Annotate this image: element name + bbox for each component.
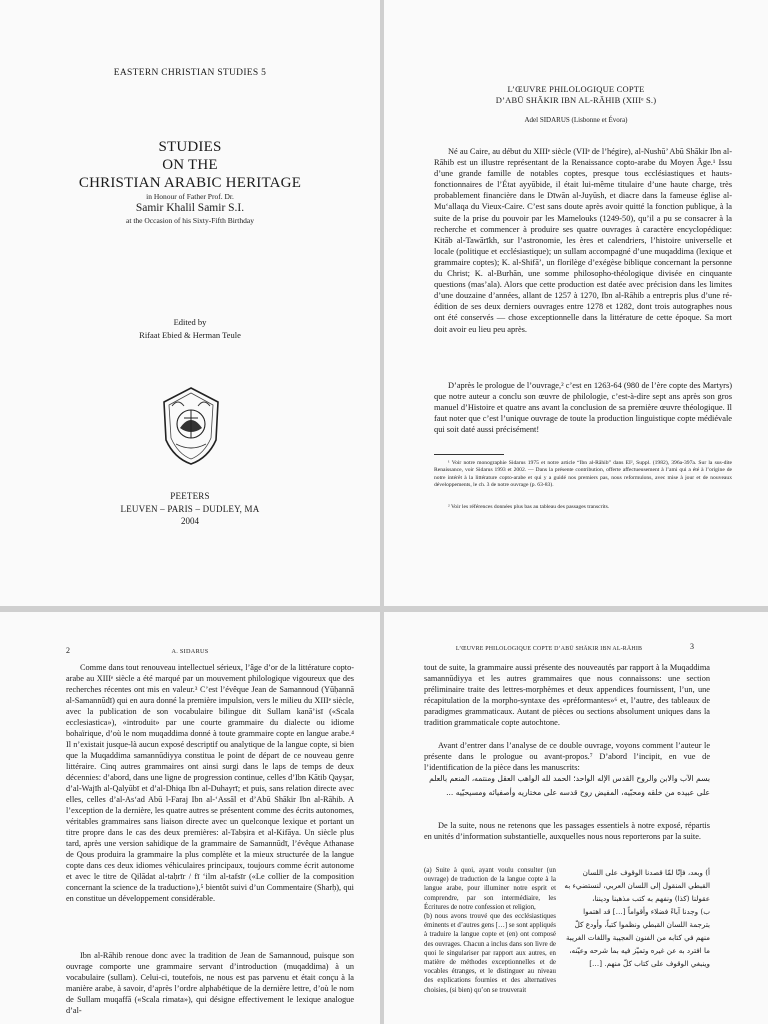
publisher-emblem-icon (158, 384, 224, 468)
occasion-line: at the Occasion of his Sixty-Fifth Birthday (126, 216, 254, 225)
page-number: 2 (66, 646, 70, 655)
arabic-incipit: بسم الآب والابن والروح القدس الإله الواحد؛ الحمد لله الواهب العقل ومنتمه، المنعم بالعلم على عبيده من خلقه ومحبّيه، المفيض روح قدسه على مختاريه وأصفيائه ومسيحيّيه ... (429, 774, 710, 797)
footnote-1: ¹ Voir notre monographie Sidarus 1975 et notre article “Ibn al-Rāhib” dans EI², Suppl. (1982), 396a-397a. Sur la sus-dite Renaissance, voir Sidarus 1993 et 2002. — Dans la présente contribution, offerte affectueusement à l’ami qui a été à l’origine de notre intérêt à la littérature copto-arabe et qui y a guidé nos premiers pas, nous reformulons, avec mise à jour et de nouveaux développements, le ch. 3 de notre ouvrage (p. 63-83). (434, 460, 732, 488)
article-first-page (384, 0, 768, 606)
honour-line: in Honour of Father Prof. Dr. (146, 192, 234, 201)
title-line-3: CHRISTIAN ARABIC HERITAGE (78, 175, 302, 191)
page3-paragraph-3: De la suite, nous ne retenons que les passages essentiels à notre exposé, répartis en unités d’information substantielle, auxquelles nous nous reporterons par la suite. (424, 821, 710, 841)
article-paragraph-1: Né au Caire, au début du XIIIᵉ siècle (VIIᵉ de l’hégire), al-Nushū’ Abū Shākir Ibn al-Rāhib est un illustre représentant de la Renaissance copto-arabe du Moyen Âge.¹ Issu d’une grande famille de notables coptes, presque tous ecclésiastiques et hauts-fonctionnaires de l’État ayyūbide, il était lui-même titulaire d’une haute charge, très probablement financière dans le Dīwān al-Juyūsh, et diacre dans la fameuse église al-Mu‘allaqa du Vieux-Caire. C’est sans doute après avoir quitté la fonction publique, à la suite de la prise du pouvoir par les Mamelouks (1249-50), qu’il a pu se consacrer à la recherche et commencer à produire ses quatre ouvrages à caractère encyclopédique: Kitāb al-Tawārīkh, sur l’astronomie, les ères et calendriers, l’histoire universelle et locale (politique et ecclésiastique); un sullam accompagné d’une muqaddima (lexique et grammaire coptes); K. al-Shifā’, un florilège d’exégèse biblique concernant la personne du Christ; K. al-Burhān, une somme philosopho-théologique divisée en cinquante questions (mas’ala). Alors que cette production est datée avec précision dans les limites d’une douzaine d’années, allant de 1257 à 1270, Ibn al-Rāhib a entrepris plus d’une ré-édition de ses deux derniers ouvrages entre 1278 et 1282, dont trois autographes nous ont été conservés — chose exceptionnelle dans la littérature de cette époque. Sa mort doit avoir eu lieu peu après. (434, 147, 732, 334)
article-author: Adel SIDARUS (Lisbonne et Évora) (524, 116, 628, 124)
article-title-line-1: L’ŒUVRE PHILOLOGIQUE COPTE (507, 84, 645, 94)
footnote-2: ² Voir les références données plus bas au tableau des passages transcrits. (448, 504, 610, 510)
publisher-name: PEETERS (170, 491, 210, 501)
french-translation-column: (a) Suite à quoi, ayant voulu consulter (un ouvrage) de traduction de la langue copte à la langue arabe, pour illuminer notre esprit et comprendre, par son intermédiaire, les Écritures de notre confession et religion, (b) nous avons trouvé que des ecclésiastiques éminents et d’autres gens […] se sont appliqués à traduire la langue copte et (en) ont composé des ouvrages. Chacun a inclus dans son livre de quoi le singulariser par rapport aux autres, en matière de méthodes exceptionnelles et de vocables étranges, et le distinguer au niveau des explications fournies et des alternatives choisies, (si bien) qu’on se trouverait (424, 867, 556, 994)
edited-by-label: Edited by (173, 317, 207, 327)
title-line-1: STUDIES (158, 139, 222, 155)
page-number: 3 (690, 642, 694, 651)
title-page (0, 0, 380, 606)
article-paragraph-2: D’après le prologue de l’ouvrage,² c’est en 1263-64 (980 de l’ère copte des Martyrs) que notre auteur a conclu son œuvre de philologie, c’est-à-dire sept ans après son gros manuel d’Histoire et quatre ans avant la conclusion de sa première œuvre théologique. Il faut noter que c’est l’unique ouvrage de toute la production linguistique copte médiévale qui soit daté aussi précisément! (434, 381, 732, 435)
title-line-2: ON THE (162, 157, 218, 173)
publisher-places: LEUVEN – PARIS – DUDLEY, MA (120, 504, 260, 514)
arabic-original-column: أ) وبعد، فإنّا لمّا قصدنا الوقوف على اللسان القبطي المنقول إلى اللسان العربي، لنستضيء به عقولنا (كذا) ونفهم به كتب مذهبنا وديننا، ب) وجدنا آباءً فضلاء وأقواماً […] قد اهتموا بترجمة اللسان القبطي ونظموا كتباً، وأودع كلّ منهم في كتابه من الفنون العجيبة واللغات الغريبة ما افترد به عن غيره وتميّز فيه بما شرحه وعيّنه، وينبغي الوقوف على كتاب كلّ منهم. […] (564, 868, 710, 968)
footnote-rule (434, 454, 504, 455)
article-page-3 (384, 612, 768, 1024)
editors-line: Rifaat Ebied & Herman Teule (139, 330, 241, 340)
article-title-line-2: D’ABŪ SHĀKIR IBN AL-RĀHIB (XIIIᵉ S.) (495, 95, 657, 105)
page3-paragraph-2: Avant d’entrer dans l’analyse de ce double ouvrage, voyons comment l’auteur le présente dans le prologue ou avant-propos.⁷ D’abord l’incipit, en vue de l’identification de la pièce dans les manuscrits: (424, 741, 710, 772)
publication-year: 2004 (181, 516, 199, 526)
page2-paragraph-2: Ibn al-Rāhib renoue donc avec la tradition de Jean de Samannoud, puisque son ouvrage comporte une grammaire servant d’introduction (muqaddima) à un vocabulaire (sullam). Celui-ci, toutefois, ne nous est pas parvenu et était conçu à la manière arabe, à savoir, d’après l’ordre alphabétique de la dernière lettre, d’où le nom de Sullam muqaffā («Scala rimata»), qui désigne effectivement le lexique analogue d’al- (66, 951, 354, 1015)
page3-paragraph-1: tout de suite, la grammaire aussi présente des nouveautés par rapport à la Muqaddima samannūdiyya et les autres grammaires que nous connaissons: une section préliminaire traite des lettres-morphèmes et deux appendices fournissent, l’un, une récapitulation de la morpho-syntaxe des «préformantes»⁶ et, l’autre, des tableaux de paradigmes grammaticaux. Autant de pièces ou sections absolument uniques dans la tradition grammaticale copte autochtone. (424, 663, 710, 727)
page2-paragraph-1: Comme dans tout renouveau intellectuel sérieux, l’âge d’or de la littérature copto-arabe au XIIIᵉ siècle a été marqué par un mouvement philologique vigoureux que des recherches récentes ont mis en valeur.³ C’est l’évêque Jean de Samannoud (Yūḥannā al-Samannūdī) qui en aura donné la première impulsion, vers le milieu du XIIIᵉ siècle, avec la publication de son vocabulaire bilingue dit Sullam kanā’isī («Scala ecclesiastica»), «introduit» par une courte grammaire du dialecte ou idiome bohaïrique, d’où le nom muqaddima donné à toute grammaire copte en langue arabe.⁴ Il n’existait jusque-là aucun exposé descriptif ou analytique de la langue copte, si bien que la Muqaddima samannūdiyya constitua le point de départ de ce nouveau genre littéraire. Cinq autres grammaires ont ainsi surgi dans le laps de temps de deux décennies: d’abord, dans une ligne de progression continue, celles d’Ibn Kātib Qayṣar, d’al-Wajīh al-Qalyūbī et d’al-Dhiqa Ibn al-Duhayrī; et puis, sans relation directe avec elles, celles d’al-As‘ad Abū l-Faraj Ibn al-‘Assāl et d’Abū Shākir Ibn al-Rāhib. A l’exception de la dernière, les quatre autres se présentent comme des écrits autonomes, véritables grammaires sans liaison directe avec un quelconque lexique et portant un titre propre dans le cas des deux premières: al-Tabṣira et al-Kifāya. Un siècle plus tard, après une version sahidique de la grammaire de Samannūdī, l’évêque Athanase de Qous produira la grammaire la plus complète et la mieux structurée de la langue copte dans ces deux idiomes véhiculaires principaux, toujours comme écrit autonome et avec le titre de Qilādat al-taḥrīr / fī ‘ilm al-tafsīr («Le collier de la composition concernant la science de la traduction»),⁵ bientôt suivi d’un Commentaire (Sharḥ), qui en constitue un développement considérable. (66, 663, 354, 903)
running-head: L’ŒUVRE PHILOLOGIQUE COPTE D’ABŪ SHĀKIR IBN AL-RĀHIB (455, 646, 643, 652)
running-head: A. SIDARUS (171, 648, 209, 655)
series-line: EASTERN CHRISTIAN STUDIES 5 (113, 68, 267, 78)
article-page-2 (0, 612, 380, 1024)
honoree-name: Samir Khalil Samir S.I. (135, 202, 245, 214)
book-title (0, 138, 380, 192)
